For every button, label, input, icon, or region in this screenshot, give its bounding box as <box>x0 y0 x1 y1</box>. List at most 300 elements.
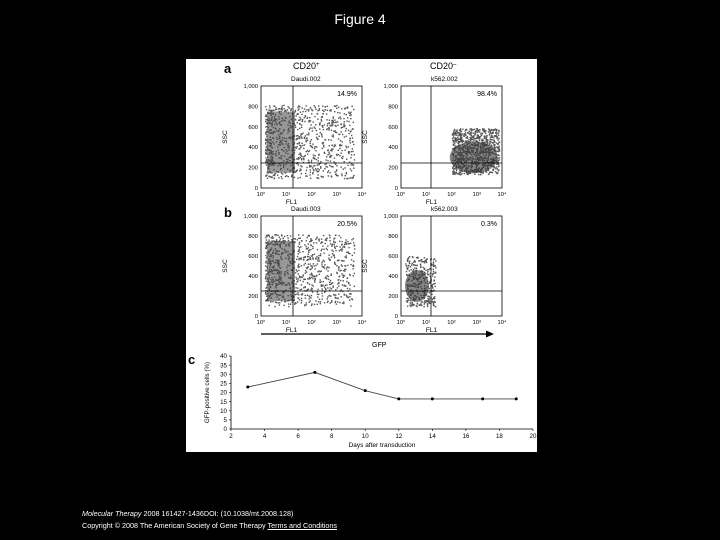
scatter-dot <box>327 287 328 288</box>
scatter-dot <box>334 171 335 172</box>
scatter-dot <box>341 273 342 274</box>
scatter-dot <box>350 130 351 131</box>
x-tick-label: 10² <box>447 192 456 198</box>
scatter-dot <box>291 175 292 176</box>
scatter-dot <box>318 105 319 106</box>
scatter-dot <box>310 172 311 173</box>
scatter-dot <box>326 248 327 249</box>
scatter-dot <box>332 166 333 167</box>
x-tick-label: 10³ <box>472 320 481 326</box>
scatter-dot <box>312 246 313 247</box>
scatter-dot <box>322 110 323 111</box>
scatter-dot <box>298 250 299 251</box>
scatter-dot <box>487 139 488 140</box>
scatter-dot <box>343 125 344 126</box>
scatter-dot <box>330 161 331 162</box>
scatter-dot <box>310 120 311 121</box>
scatter-dot <box>265 138 266 139</box>
scatter-dot <box>311 161 312 162</box>
scatter-dot <box>313 105 314 106</box>
c-y-axis-label: GFP-positive cells (%) <box>204 361 211 424</box>
scatter-dot <box>339 148 340 149</box>
scatter-dot <box>274 234 275 235</box>
scatter-dot <box>498 169 499 170</box>
scatter-dot <box>303 159 304 160</box>
scatter-dot <box>266 140 267 141</box>
scatter-dot <box>331 149 332 150</box>
scatter-dot <box>408 300 409 301</box>
panel-c-chart <box>204 353 537 449</box>
scatter-dot <box>452 172 453 173</box>
scatter-dot <box>315 268 316 269</box>
scatter-dot <box>454 143 455 144</box>
scatter-dot <box>281 178 282 179</box>
scatter-dot <box>301 173 302 174</box>
scatter-dot <box>455 168 456 169</box>
scatter-dot <box>298 267 299 268</box>
panel-a-label: a <box>224 61 232 76</box>
scatter-dot <box>345 146 346 147</box>
scatter-dot <box>333 294 334 295</box>
scatter-dot <box>336 173 337 174</box>
scatter-dot <box>489 129 490 130</box>
scatter-dot <box>350 264 351 265</box>
scatter-dot <box>266 235 267 236</box>
scatter-dot <box>284 108 285 109</box>
scatter-dot <box>307 154 308 155</box>
scatter-dot <box>321 133 322 134</box>
c-y-tick-label: 25 <box>220 380 227 388</box>
scatter-dot <box>453 137 454 138</box>
scatter-dot <box>299 142 300 143</box>
scatter-dot <box>313 263 314 264</box>
scatter-dot <box>331 120 332 121</box>
scatter-dot <box>309 277 310 278</box>
scatter-dot <box>433 269 434 270</box>
scatter-dot <box>343 168 344 169</box>
scatter-dot <box>295 303 296 304</box>
scatter-dot <box>273 105 274 106</box>
scatter-dot <box>341 150 342 151</box>
c-data-point <box>313 371 316 374</box>
scatter-dot <box>308 247 309 248</box>
scatter-dot <box>304 257 305 258</box>
scatter-dot <box>354 245 355 246</box>
scatter-dot <box>427 296 428 297</box>
scatter-dot <box>349 293 350 294</box>
scatter-dot <box>320 132 321 133</box>
scatter-dot <box>297 122 298 123</box>
scatter-dot <box>297 256 298 257</box>
scatter-dot <box>265 132 266 133</box>
c-y-tick-label: 10 <box>220 407 227 415</box>
scatter-dot <box>325 109 326 110</box>
scatter-dot <box>306 167 307 168</box>
scatter-dot <box>351 106 352 107</box>
scatter-dot <box>296 269 297 270</box>
scatter-dot <box>265 143 266 144</box>
scatter-dot <box>335 145 336 146</box>
scatter-dot <box>302 251 303 252</box>
scatter-dot <box>324 302 325 303</box>
scatter-dot <box>484 129 485 130</box>
scatter-dot <box>306 271 307 272</box>
scatter-dot <box>274 306 275 307</box>
scatter-dot <box>316 146 317 147</box>
terms-link[interactable]: Terms and Conditions <box>267 521 338 530</box>
scatter-dot <box>328 267 329 268</box>
scatter-dot <box>295 119 296 120</box>
scatter-dot <box>295 277 296 278</box>
c-data-point <box>364 389 367 392</box>
scatter-dot <box>412 263 413 264</box>
scatter-dot <box>283 105 284 106</box>
scatter-dot <box>334 246 335 247</box>
scatter-dot <box>302 145 303 146</box>
scatter-dot <box>338 266 339 267</box>
scatter-dot <box>298 294 299 295</box>
scatter-dot <box>490 138 491 139</box>
scatter-dot <box>305 175 306 176</box>
scatter-dot <box>327 166 328 167</box>
scatter-dot <box>435 302 436 303</box>
scatter-dot <box>329 120 330 121</box>
scatter-dot <box>468 139 469 140</box>
scatter-dot <box>494 146 495 147</box>
scatter-dot <box>309 117 310 118</box>
scatter-dot <box>278 108 279 109</box>
scatter-dot <box>314 304 315 305</box>
scatter-dot <box>317 110 318 111</box>
scatter-dot <box>308 298 309 299</box>
scatter-dot <box>424 303 425 304</box>
scatter-dot <box>348 121 349 122</box>
scatter-dot <box>295 127 296 128</box>
scatter-dot <box>269 105 270 106</box>
scatter-dot <box>351 151 352 152</box>
scatter-dot <box>433 263 434 264</box>
scatter-dot <box>463 136 464 137</box>
scatter-dot <box>299 299 300 300</box>
scatter-dot <box>280 238 281 239</box>
scatter-dot <box>328 276 329 277</box>
scatter-dot <box>460 138 461 139</box>
scatter-dot <box>473 140 474 141</box>
scatter-dot <box>498 151 499 152</box>
scatter-dot <box>318 270 319 271</box>
scatter-dot <box>320 167 321 168</box>
scatter-dot <box>301 289 302 290</box>
scatter-dot <box>310 240 311 241</box>
c-y-tick-label: 35 <box>220 362 227 370</box>
scatter-dot <box>306 137 307 138</box>
scatter-dot <box>335 122 336 123</box>
scatter-dot <box>354 273 355 274</box>
scatter-dot <box>318 174 319 175</box>
scatter-dot <box>308 252 309 253</box>
scatter-dot <box>343 118 344 119</box>
scatter-dot <box>283 305 284 306</box>
y-tick-label: 800 <box>388 234 398 240</box>
scatter-dot <box>304 121 305 122</box>
y-tick-label: 0 <box>394 314 398 320</box>
scatter-dot <box>333 254 334 255</box>
scatter-dot <box>314 116 315 117</box>
scatter-dot <box>301 134 302 135</box>
scatter-dot <box>407 302 408 303</box>
scatter-dot <box>456 138 457 139</box>
scatter-dot <box>340 116 341 117</box>
scatter-dot <box>335 248 336 249</box>
c-x-tick-label: 20 <box>529 433 537 440</box>
scatter-dot <box>311 288 312 289</box>
scatter-dot <box>322 148 323 149</box>
scatter-dot <box>424 269 425 270</box>
scatter-dot <box>341 296 342 297</box>
scatter-dot <box>337 298 338 299</box>
scatter-dot <box>350 112 351 113</box>
scatter-dot <box>351 259 352 260</box>
scatter-dot <box>312 254 313 255</box>
scatter-dot <box>429 268 430 269</box>
scatter-dot <box>311 266 312 267</box>
x-tick-label: 10⁴ <box>357 320 367 326</box>
scatter-dot <box>320 303 321 304</box>
scatter-dot <box>347 277 348 278</box>
scatter-dot <box>420 304 421 305</box>
scatter-dot <box>328 152 329 153</box>
scatter-dot <box>344 294 345 295</box>
scatter-dot <box>338 154 339 155</box>
scatter-dot <box>491 130 492 131</box>
scatter-dot <box>467 140 468 141</box>
scatter-dot <box>456 140 457 141</box>
scatter-dot <box>496 137 497 138</box>
scatter-dot <box>298 270 299 271</box>
scatter-dot <box>316 242 317 243</box>
scatter-dot <box>305 115 306 116</box>
scatter-dot <box>309 166 310 167</box>
scatter-dot <box>326 278 327 279</box>
scatter-dot <box>353 242 354 243</box>
scatter-dot <box>334 146 335 147</box>
scatter-dot <box>305 295 306 296</box>
gfp-arrow-head <box>486 331 494 338</box>
scatter-dot <box>316 159 317 160</box>
scatter-dot <box>339 276 340 277</box>
scatter-dot <box>465 135 466 136</box>
scatter-dot <box>325 243 326 244</box>
scatter-dot <box>291 239 292 240</box>
c-x-tick-label: 10 <box>361 433 369 440</box>
scatter-dot <box>301 298 302 299</box>
scatter-dot <box>474 134 475 135</box>
scatter-dot <box>269 176 270 177</box>
scatter-dot <box>309 302 310 303</box>
scatter-dot <box>349 140 350 141</box>
scatter-dot <box>310 297 311 298</box>
scatter-dot <box>409 256 410 257</box>
scatter-dot <box>295 272 296 273</box>
scatter-dot <box>416 268 417 269</box>
scatter-dot <box>345 175 346 176</box>
scatter-dot <box>498 143 499 144</box>
scatter-dot <box>277 302 278 303</box>
scatter-dot <box>343 260 344 261</box>
y-tick-label: 400 <box>248 145 258 152</box>
scatter-dot <box>298 246 299 247</box>
scatter-dot <box>272 301 273 302</box>
scatter-dot <box>298 157 299 158</box>
scatter-dot <box>301 143 302 144</box>
scatter-dot <box>273 110 274 111</box>
scatter-dot <box>350 243 351 244</box>
scatter-dot <box>429 292 430 293</box>
scatter-dot <box>429 296 430 297</box>
scatter-dot <box>314 158 315 159</box>
scatter-dot <box>323 260 324 261</box>
scatter-dot <box>482 128 483 129</box>
scatter-dot <box>351 170 352 171</box>
scatter-dot <box>490 140 491 141</box>
scatter-dot <box>353 154 354 155</box>
scatter-dot <box>345 269 346 270</box>
scatter-dot <box>431 294 432 295</box>
c-x-tick-label: 6 <box>296 433 300 440</box>
panel-c-label: c <box>188 352 196 367</box>
scatter-dot <box>344 244 345 245</box>
scatter-dot <box>305 140 306 141</box>
scatter-dot <box>499 150 500 151</box>
scatter-dot <box>490 136 491 137</box>
scatter-dot <box>453 169 454 170</box>
scatter-dot <box>346 120 347 121</box>
scatter-dot <box>297 239 298 240</box>
scatter-dot <box>464 133 465 134</box>
footer <box>82 508 337 532</box>
scatter-dot <box>275 109 276 110</box>
scatter-dot <box>496 133 497 134</box>
scatter-dot <box>308 132 309 133</box>
scatter-dot <box>334 262 335 263</box>
c-x-tick-label: 4 <box>262 433 267 440</box>
scatter-dot <box>265 175 266 176</box>
scatter-dot <box>309 263 310 264</box>
scatter-dot <box>305 298 306 299</box>
scatter-dot <box>486 135 487 136</box>
scatter-dot <box>469 131 470 132</box>
scatter-dot <box>457 132 458 133</box>
scatter-dot <box>299 124 300 125</box>
scatter-dot <box>342 302 343 303</box>
scatter-dot <box>460 172 461 173</box>
scatter-dot <box>320 161 321 162</box>
scatter-dot <box>336 132 337 133</box>
scatter-dot <box>333 116 334 117</box>
flow-plot-b-left <box>222 206 367 334</box>
scatter-dot <box>297 288 298 289</box>
scatter-dot <box>429 303 430 304</box>
figure-canvas <box>186 59 537 452</box>
scatter-dot <box>460 132 461 133</box>
scatter-dot <box>268 110 269 111</box>
scatter-dot <box>452 133 453 134</box>
scatter-dot <box>479 138 480 139</box>
c-y-tick-label: 5 <box>223 417 227 425</box>
scatter-dot <box>319 274 320 275</box>
scatter-dot <box>331 300 332 301</box>
scatter-dot <box>298 164 299 165</box>
scatter-dot <box>345 130 346 131</box>
scatter-dot <box>348 247 349 248</box>
scatter-dot <box>311 109 312 110</box>
scatter-dot <box>265 277 266 278</box>
scatter-dot <box>338 138 339 139</box>
scatter-dot <box>313 121 314 122</box>
gate-percent: 98.4% <box>477 91 497 98</box>
scatter-dot <box>307 150 308 151</box>
scatter-dot <box>265 126 266 127</box>
c-data-point <box>515 397 518 400</box>
scatter-dot <box>426 300 427 301</box>
scatter-dot <box>328 129 329 130</box>
scatter-dot <box>433 271 434 272</box>
scatter-dot <box>317 289 318 290</box>
scatter-dot <box>310 289 311 290</box>
scatter-dot <box>306 248 307 249</box>
scatter-dot <box>426 301 427 302</box>
scatter-dot <box>299 106 300 107</box>
scatter-dot <box>269 305 270 306</box>
scatter-dot <box>345 285 346 286</box>
scatter-dot <box>282 173 283 174</box>
scatter-dot <box>327 172 328 173</box>
sample-name: Daudi.002 <box>291 76 321 83</box>
y-axis-label: SSC <box>222 259 229 273</box>
scatter-dot <box>334 257 335 258</box>
gate-percent: 14.9% <box>337 91 357 98</box>
scatter-dot <box>265 106 266 107</box>
scatter-dot <box>462 142 463 143</box>
scatter-dot <box>331 288 332 289</box>
scatter-dot <box>464 173 465 174</box>
scatter-dot <box>465 132 466 133</box>
scatter-dot <box>299 170 300 171</box>
sample-name: k562.002 <box>431 76 458 83</box>
scatter-dot <box>410 302 411 303</box>
scatter-dot <box>492 172 493 173</box>
scatter-dot <box>350 164 351 165</box>
scatter-dot <box>332 253 333 254</box>
scatter-dot <box>329 235 330 236</box>
scatter-dot <box>328 279 329 280</box>
scatter-dot <box>405 263 406 264</box>
scatter-dot <box>316 130 317 131</box>
scatter-dot <box>332 148 333 149</box>
scatter-dot <box>458 141 459 142</box>
scatter-dot <box>434 265 435 266</box>
scatter-dot <box>337 283 338 284</box>
sample-name: Daudi.003 <box>291 206 321 213</box>
scatter-dot <box>319 299 320 300</box>
scatter-dot <box>317 296 318 297</box>
scatter-dot <box>314 148 315 149</box>
scatter-dot <box>340 237 341 238</box>
scatter-dot <box>304 138 305 139</box>
scatter-dot <box>462 140 463 141</box>
scatter-dot <box>321 249 322 250</box>
scatter-dot <box>279 304 280 305</box>
